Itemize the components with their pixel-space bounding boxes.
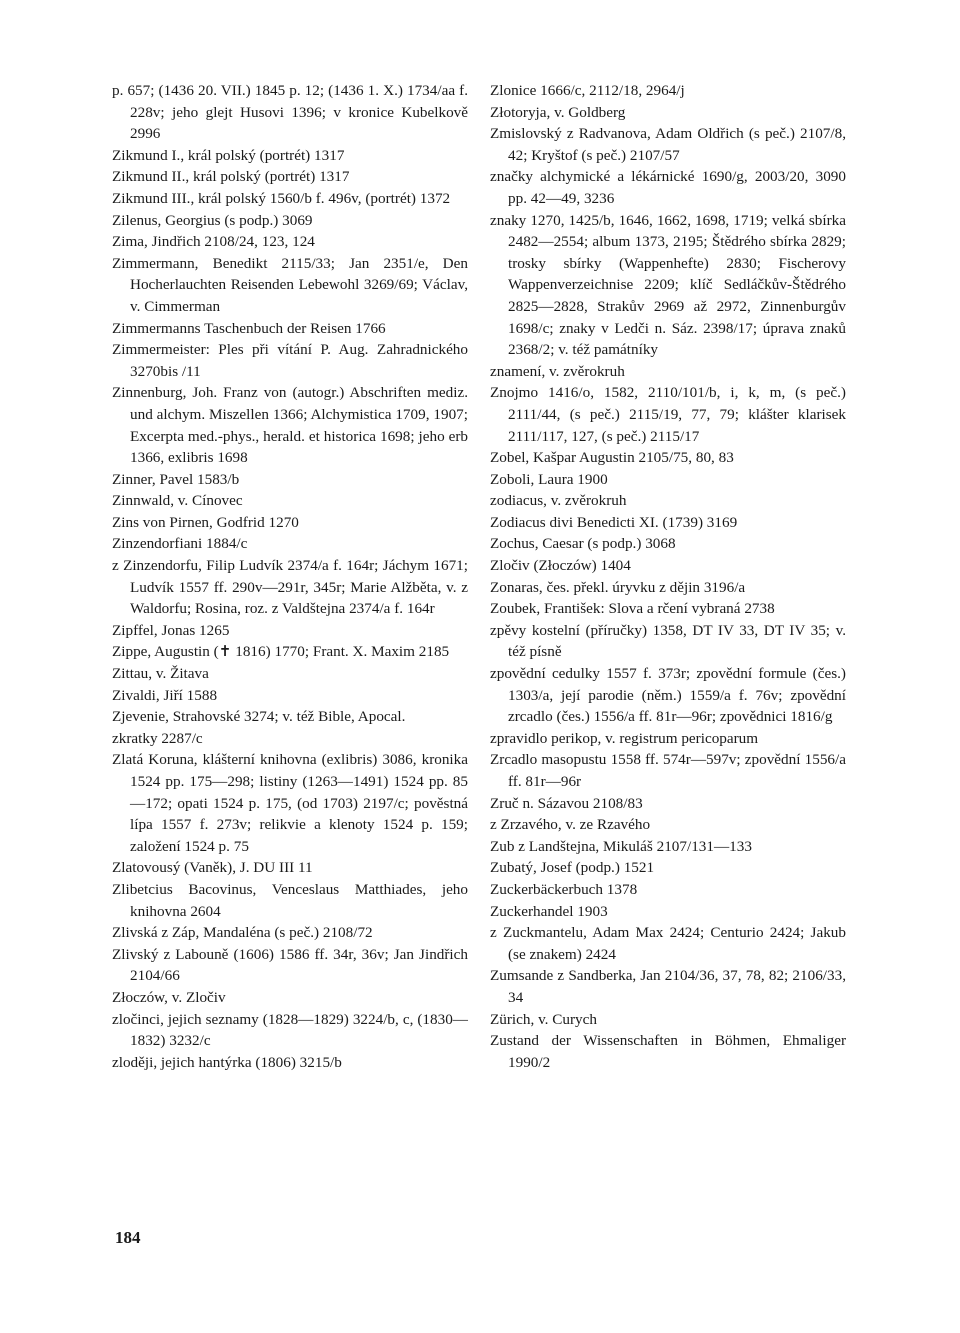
index-entry: Zima, Jindřich 2108/24, 123, 124: [112, 233, 315, 251]
index-entry: Zlonice 1666/c, 2112/18, 2964/j: [490, 82, 685, 99]
index-entry: Zmislovský z Radvanova, Adam Oldřich (s peč.) 2107/8, 42; Kryštof (s peč.) 2107/57: [490, 125, 846, 164]
index-entry: znamení, v. zvěrokruh: [490, 362, 625, 380]
index-entry: zpravidlo perikop, v. registrum pericoparum: [490, 729, 759, 747]
index-entry: Zimmermanns Taschenbuch der Reisen 1766: [112, 319, 386, 337]
index-entry: Zumsande z Sandberka, Jan 2104/36, 37, 78, 82; 2106/33, 34: [490, 967, 846, 1006]
index-entry: Zochus, Caesar (s podp.) 3068: [490, 535, 676, 553]
index-entry: Zikmund I., král polský (portrét) 1317: [112, 146, 345, 164]
page-number: 184: [115, 1228, 141, 1247]
index-entry: Znojmo 1416/o, 1582, 2110/101/b, i, k, m, (s peč.) 2111/44, (s peč.) 2115/19, 77, 79; klášter klarisek 2111/117, 127, (s peč.) 2115/17: [490, 384, 846, 445]
index-entry: z Zrzavého, v. ze Rzavého: [490, 816, 651, 834]
index-entry: Zinzendorfiani 1884/c: [112, 535, 248, 553]
index-entry: Zlatovousý (Vaněk), J. DU III 11: [112, 859, 313, 877]
index-entry: Zikmund III., král polský 1560/b f. 496v, (portrét) 1372: [112, 189, 451, 207]
index-entry: Zippe, Augustin (✝ 1816) 1770; Frant. X. Maxim 2185: [112, 643, 450, 661]
index-entry: Zimmermann, Benedikt 2115/33; Jan 2351/e, Den Hocherlauchten Reisenden Lebewohl 3269/69; Václav, v. Cimmerman: [112, 254, 468, 315]
index-entry: zloději, jejich hantýrka (1806) 3215/b: [112, 1053, 342, 1071]
index-entry: Zimmermeister: Ples při vítání P. Aug. Zahradnického 3270bis /11: [112, 341, 468, 380]
index-entry: zpěvy kostelní (příručky) 1358, DT IV 33, DT IV 35; v. též písně: [490, 621, 846, 661]
index-entry: Zonaras, čes. překl. úryvku z dějin 3196/a: [490, 578, 746, 596]
index-entry: Zinnwald, v. Cínovec: [112, 492, 243, 510]
index-entry: Zločiv (Złoczów) 1404: [490, 557, 631, 575]
index-entry: Zjevenie, Strahovské 3274; v. též Bible, Apocal.: [112, 708, 406, 726]
index-entry: Zinnenburg, Joh. Franz von (autogr.) Abschriften mediz. und alchym. Miszellen 1366; Alchymistica 1709, 1907; Excerpta med.-phys., herald. et historica 1698; jeho erb 1366, exlibris 1698: [112, 384, 468, 467]
index-entry: Zruč n. Sázavou 2108/83: [490, 794, 643, 812]
index-entry: Złotoryja, v. Goldberg: [490, 103, 626, 121]
index-entry: Zubatý, Josef (podp.) 1521: [490, 859, 655, 877]
index-entry: p. 657; (1436 20. VII.) 1845 p. 12; (1436 1. X.) 1734/aa f. 228v; jeho glejt Husovi 1396; v kronice Kubelkově 2996: [112, 82, 468, 143]
index-entry: Zuckerbäckerbuch 1378: [490, 880, 638, 898]
index-entry: Zürich, v. Curych: [490, 1010, 597, 1028]
index-entry: Zlatá Koruna, klášterní knihovna (exlibris) 3086, kronika 1524 pp. 175—298; listiny (1263—1491) 1524 pp. 85—172; opati 1524 p. 175, (od 1703) 2197/c; pověstná lípa 1557 f. 273v; relikvie a klenoty 1524 p. 159; založení 1524 p. 75: [112, 751, 468, 855]
index-entry: Zuckerhandel 1903: [490, 902, 608, 920]
index-entry: z Zuckmantelu, Adam Max 2424; Centurio 2424; Jakub (se znakem) 2424: [490, 924, 846, 963]
index-entry: Zittau, v. Žitava: [112, 665, 209, 683]
index-entry: Złoczów, v. Zločiv: [112, 988, 226, 1006]
index-entry: Zipffel, Jonas 1265: [112, 621, 230, 639]
index-entry: znaky 1270, 1425/b, 1646, 1662, 1698, 1719; velká sbírka 2482—2554; album 1373, 2195; Štědrého sbírka 2829; trosky sbírky (Wappenhefte) 2830; Fischerovy Wappenverzeichnise 2209; klíč Sedláčkův-Štědrého 2825—2828, Strakův 2969 až 2972, Zinnenburgův 1698/c; znaky v Ledči n. Sáz. 2398/17; úprava znaků 2368/2; v. též památníky: [490, 211, 846, 359]
index-entry: zločinci, jejich seznamy (1828—1829) 3224/b, c, (1830—1832) 3232/c: [112, 1010, 468, 1050]
index-entry: Zilenus, Georgius (s podp.) 3069: [112, 211, 313, 229]
index-entry: Zoboli, Laura 1900: [490, 470, 608, 488]
index-entry: Zikmund II., král polský (portrét) 1317: [112, 168, 350, 186]
index-entry: Zivaldi, Jiří 1588: [112, 686, 218, 704]
index-entry: zodiacus, v. zvěrokruh: [490, 492, 627, 510]
index-entry: Zodiacus divi Benedicti XI. (1739) 3169: [490, 513, 738, 531]
index-entry: Zobel, Kašpar Augustin 2105/75, 80, 83: [490, 449, 734, 467]
index-entry: zpovědní cedulky 1557 f. 373r; zpovědní formule (čes.) 1303/a, její parodie (něm.) 1559/a f. 76v; zpovědní zrcadlo (čes.) 1556/a ff. 81r—96r; zpovědnici 1816/g: [490, 665, 846, 726]
index-entry: z Zinzendorfu, Filip Ludvík 2374/a f. 164r; Jáchym 1671; Ludvík 1557 ff. 290v—291r, 345r; Marie Alžběta, v. z Waldorfu; Rosina, roz. z Valdštejna 2374/a f. 164r: [112, 557, 468, 618]
index-entry: Zoubek, František: Slova a rčení vybraná 2738: [490, 600, 775, 618]
index-entry: Zinner, Pavel 1583/b: [112, 470, 240, 488]
index-entry: Zlivská z Záp, Mandaléna (s peč.) 2108/72: [112, 924, 373, 942]
index-column-right: [490, 80, 846, 1073]
index-entry: Zub z Landštejna, Mikuláš 2107/131—133: [490, 837, 752, 855]
index-entry: Zins von Pirnen, Godfrid 1270: [112, 513, 299, 531]
index-entry: Zlibetcius Bacovinus, Venceslaus Matthiades, jeho knihovna 2604: [112, 880, 468, 920]
index-entry: Zustand der Wissenschaften in Böhmen, Ehmaliger 1990/2: [490, 1032, 846, 1071]
index-entry: Zlivský z Labouně (1606) 1586 ff. 34r, 36v; Jan Jindřich 2104/66: [112, 945, 468, 985]
index-entry: Zrcadlo masopustu 1558 ff. 574r—597v; zpovědní 1556/a ff. 81r—96r: [490, 751, 846, 790]
index-entry: značky alchymické a lékárnické 1690/g, 2003/20, 3090 pp. 42—49, 3236: [490, 168, 846, 207]
index-entry: zkratky 2287/c: [112, 729, 203, 747]
index-column-left: [112, 80, 468, 1073]
